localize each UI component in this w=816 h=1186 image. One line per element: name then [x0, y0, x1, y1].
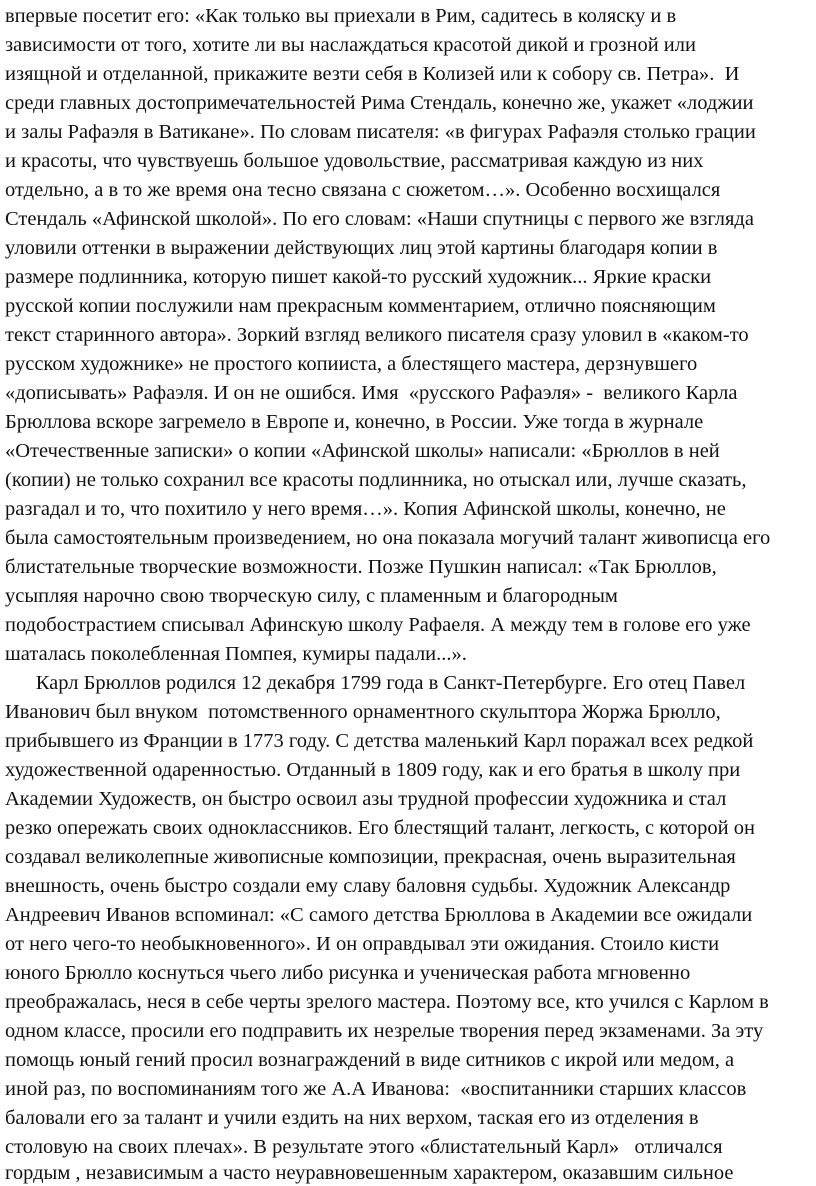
text-line: художественной одаренностью. Отданный в 1809 году, как и его братья в школу при [5, 759, 741, 781]
text-line: резко опережать своих одноклассников. Его блестящий талант, легкость, с которой он [5, 817, 755, 839]
text-line: Академии Художеств, он быстро освоил азы трудной профессии художника и стал [5, 788, 727, 810]
text-line: (копии) не только сохранил все красоты подлинника, но отыскал или, лучше сказать, [5, 469, 747, 491]
text-line: «дописывать» Рафаэля. И он не ошибся. Имя «русского Рафаэля» - великого Карла [5, 382, 738, 404]
text-line: гордым , независимым а часто неуравновешенным характером, оказавшим сильное [5, 1162, 734, 1184]
text-line: «Отечественные записки» о копии «Афинской школы» написали: «Брюллов в ней [5, 440, 720, 462]
text-line: изящной и отделанной, прикажите везти себя в Колизей или к собору св. Петра». И [5, 63, 740, 85]
text-line: баловали его за талант и учили ездить на них верхом, таская его из отделения в [5, 1107, 699, 1129]
text-line: одном классе, просили его подправить их незрелые творения перед экзаменами. За эту [5, 1020, 764, 1042]
text-line: отдельно, а в то же время она тесно связана с сюжетом…». Особенно восхищался [5, 179, 721, 201]
text-line: впервые посетит его: «Как только вы приехали в Рим, садитесь в коляску и в [5, 5, 677, 27]
text-line: русском художнике» не простого копииста, а блестящего мастера, дерзнувшего [5, 353, 698, 375]
text-line: разгадал и то, что похитило у него время…». Копия Афинской школы, конечно, не [5, 498, 726, 520]
text-line: Иванович был внуком потомственного орнаментного скульптора Жоржа Брюлло, [5, 701, 721, 723]
text-line: юного Брюлло коснуться чьего либо рисунка и ученическая работа мгновенно [5, 962, 691, 984]
text-line: от него чего-то необыкновенного». И он оправдывал эти ожидания. Стоило кисти [5, 933, 720, 955]
text-line: Брюллова вскоре загремело в Европе и, конечно, в России. Уже тогда в журнале [5, 411, 704, 433]
text-line: текст старинного автора». Зоркий взгляд великого писателя сразу уловил в «каком-то [5, 324, 749, 346]
text-line: и красоты, что чувствуешь большое удовольствие, рассматривая каждую из них [5, 150, 704, 172]
text-line: Андреевич Иванов вспоминал: «С самого детства Брюллова в Академии все ожидали [5, 904, 753, 926]
text-line: столовую на своих плечах». В результате этого «блистательный Карл» отличался [5, 1136, 723, 1158]
text-line: преображалась, неся в себе черты зрелого мастера. Поэтому все, кто учился с Карлом в [5, 991, 769, 1013]
text-line: уловили оттенки в выражении действующих лиц этой картины благодаря копии в [5, 237, 718, 259]
text-line: создавал великолепные живописные композиции, прекрасная, очень выразительная [5, 846, 736, 868]
text-line: и залы Рафаэля в Ватикане». По словам писателя: «в фигурах Рафаэля столько грации [5, 121, 756, 143]
text-line: Стендаль «Афинской школой». По его словам: «Наши спутницы с первого же взгляда [5, 208, 754, 230]
text-line: шаталась поколебленная Помпея, кумиры падали...». [5, 643, 467, 665]
text-line: помощь юный гений просил вознаграждений в виде ситников с икрой или медом, а [5, 1049, 735, 1071]
text-line: среди главных достопримечательностей Рима Стендаль, конечно же, укажет «лоджии [5, 92, 754, 114]
text-line: усыпляя нарочно свою творческую силу, с пламенным и благородным [5, 585, 618, 607]
text-line: подобострастием списывал Афинскую школу Рафаеля. А между тем в голове его уже [5, 614, 751, 636]
text-line: блистательные творческие возможности. Позже Пушкин написал: «Так Брюллов, [5, 556, 717, 578]
text-line: размере подлинника, которую пишет какой-то русский художник... Яркие краски [5, 266, 712, 288]
text-line: была самостоятельным произведением, но она показала могучий талант живописца его [5, 527, 771, 549]
text-line: Карл Брюллов родился 12 декабря 1799 года в Санкт-Петербурге. Его отец Павел [5, 672, 746, 694]
text-line: внешность, очень быстро создали ему славу баловня судьбы. Художник Александр [5, 875, 731, 897]
text-line: прибывшего из Франции в 1773 году. С детства маленький Карл поражал всех редкой [5, 730, 754, 752]
text-line: русской копии послужили нам прекрасным комментарием, отлично поясняющим [5, 295, 716, 317]
text-line: зависимости от того, хотите ли вы наслаждаться красотой дикой и грозной или [5, 34, 696, 56]
text-line: иной раз, по воспоминаниям того же А.А Иванова: «воспитанники старших классов [5, 1078, 747, 1100]
